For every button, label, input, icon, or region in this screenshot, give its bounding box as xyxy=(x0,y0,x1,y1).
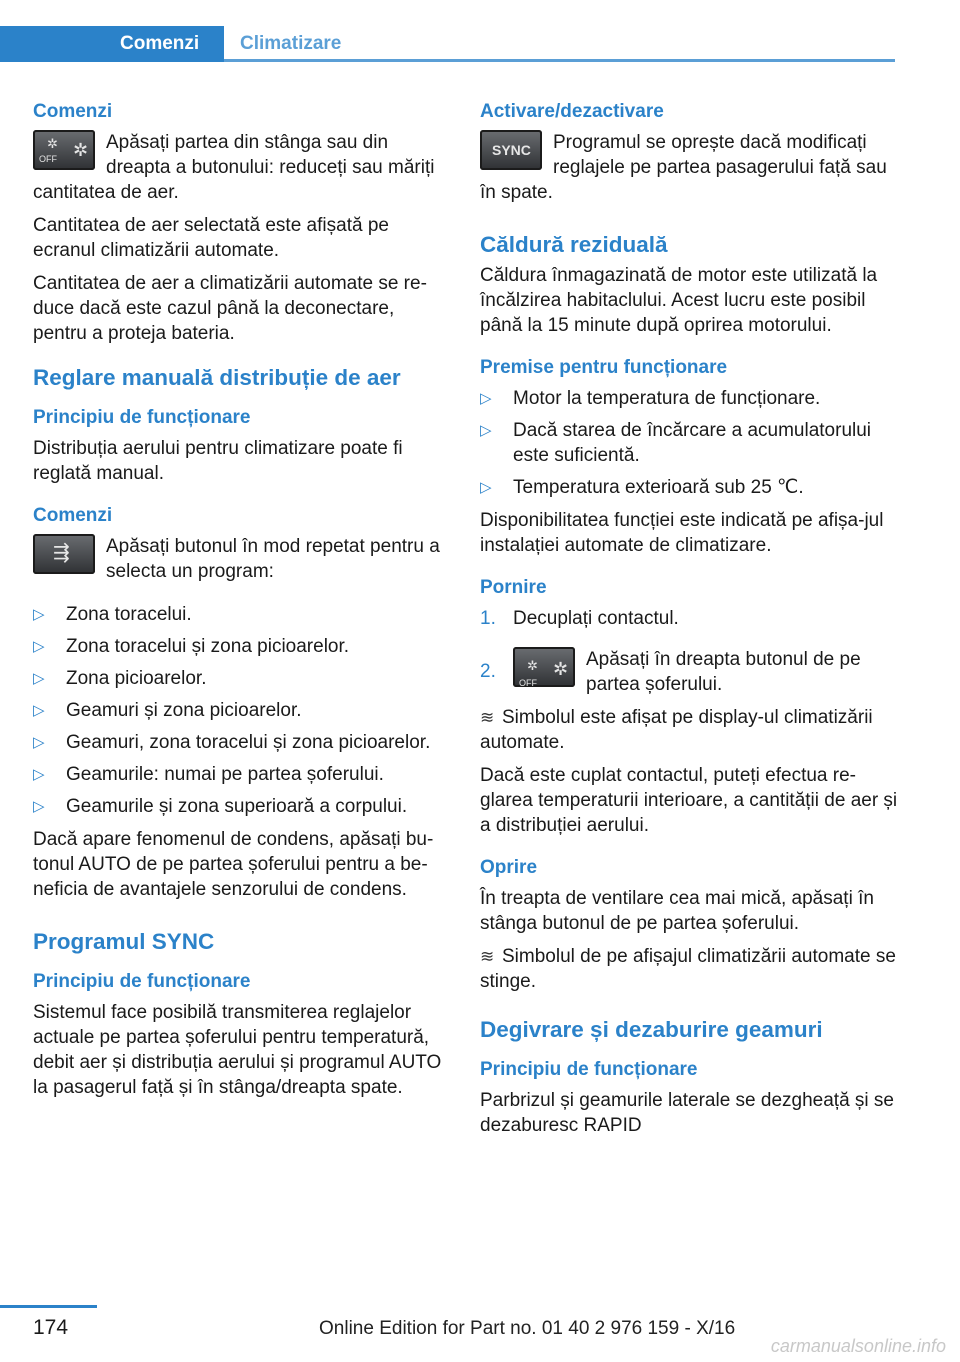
premise-list xyxy=(480,386,900,500)
heading-reglare-manuala: Reglare manuală distribuție de aer xyxy=(33,365,401,390)
footer-rule xyxy=(0,1305,97,1308)
footer-edition: Online Edition for Part no. 01 40 2 976 159 - X/16 xyxy=(319,1318,736,1339)
top-bar xyxy=(0,26,895,62)
sync-text: Programul se oprește dacă modificați reglajele pe partea pasagerului față sau în spate. xyxy=(480,132,887,203)
heading-principiu-2: Principiu de funcționare xyxy=(33,971,251,992)
air-distribution-icon: ⇶ xyxy=(33,534,95,574)
paragraph: ≋ Simbolul de pe afișajul climatizării automate se stinge. xyxy=(480,946,896,992)
triangle-marker-icon: ▷ xyxy=(33,734,45,751)
pornire-steps xyxy=(480,606,900,697)
list-item: ▷ Temperatura exterioară sub 25 ℃. xyxy=(480,477,804,498)
fan-button-row xyxy=(33,130,447,213)
triangle-marker-icon: ▷ xyxy=(33,702,45,719)
triangle-marker-icon: ▷ xyxy=(33,766,45,783)
heading-comenzi-2: Comenzi xyxy=(33,505,113,526)
paragraph: Cantitatea de aer a climatizării automate se re‐duce dacă este cazul până la deconectare, pentru a proteja bateria. xyxy=(33,273,427,344)
paragraph: În treapta de ventilare cea mai mică, apăsați în stânga butonul de pe partea șoferului. xyxy=(480,888,874,934)
page-number: 174 xyxy=(33,1316,69,1339)
list-item: ▷ Motor la temperatura de funcționare. xyxy=(480,388,821,409)
left-column xyxy=(33,100,447,1108)
triangle-marker-icon: ▷ xyxy=(480,422,492,439)
sync-button-icon: SYNC xyxy=(480,130,542,170)
residual-heat-icon: ≋ xyxy=(480,947,495,966)
air-distribution-text: Apăsați butonul în mod repetat pentru a selecta un program: xyxy=(106,536,440,582)
paragraph: ≋ Simbolul este afișat pe display-ul climatizării automate. xyxy=(480,707,873,753)
tab-comenzi: Comenzi xyxy=(0,26,224,62)
triangle-marker-icon: ▷ xyxy=(33,670,45,687)
list-item: ▷ Dacă starea de încărcare a acumulatorului este suficientă. xyxy=(480,420,872,466)
step-item: 1. Decuplați contactul. xyxy=(480,608,679,629)
fan-button-text: Apăsați partea din stânga sau din dreapta a butonului: reduceți sau măriți cantitatea de aer. xyxy=(33,132,435,203)
heading-pornire: Pornire xyxy=(480,577,547,598)
tab-underline xyxy=(224,59,895,62)
triangle-marker-icon: ▷ xyxy=(480,390,492,407)
tab-climatizare: Climatizare xyxy=(240,33,342,54)
paragraph: Cantitatea de aer selectată este afișată pe ecranul climatizării automate. xyxy=(33,215,389,261)
triangle-marker-icon: ▷ xyxy=(33,606,45,623)
fan-button-icon: OFF ✲ ✲ xyxy=(33,130,95,170)
step-item: 2. OFF ✲ ✲ Apăsați în dreapta butonul de pe partea șoferului. xyxy=(480,649,861,695)
paragraph: Disponibilitatea funcției este indicată pe afișa‐jul instalației automate de climatizare. xyxy=(480,510,884,556)
list-item: ▷ Zona toracelui. xyxy=(33,604,192,625)
paragraph: Parbrizul și geamurile laterale se dezgheață și se dezaburesc RAPID xyxy=(480,1090,894,1136)
heading-programul-sync: Programul SYNC xyxy=(33,929,215,954)
heading-principiu: Principiu de funcționare xyxy=(33,407,251,428)
paragraph: Căldura înmagazinată de motor este utilizată la încălzirea habitaclului. Acest lucru este posibil până la 15 minute după oprirea motorului. xyxy=(480,265,878,336)
heading-premise: Premise pentru funcționare xyxy=(480,357,728,378)
paragraph: Sistemul face posibilă transmiterea reglajelor actuale pe partea șoferului pentru temperatură, debit aer și distribuția aerului și programul AUTO la pasagerul față și în stânga/dreapta spate. xyxy=(33,1002,442,1098)
heading-comenzi: Comenzi xyxy=(33,101,113,122)
triangle-marker-icon: ▷ xyxy=(480,479,492,496)
sync-button-row xyxy=(480,130,900,213)
heading-principiu-3: Principiu de funcționare xyxy=(480,1059,698,1080)
section-comenzi xyxy=(33,100,447,346)
triangle-marker-icon: ▷ xyxy=(33,798,45,815)
list-item: ▷ Geamurile și zona superioară a corpului. xyxy=(33,796,408,817)
list-item: ▷ Geamurile: numai pe partea șoferului. xyxy=(33,764,384,785)
air-distribution-row xyxy=(33,534,447,592)
watermark: carmanualsonline.info xyxy=(770,1336,946,1356)
list-item: ▷ Geamuri, zona toracelui și zona picioarelor. xyxy=(33,732,431,753)
paragraph: Distribuția aerului pentru climatizare poate fi reglată manual. xyxy=(33,438,403,484)
residual-heat-icon: ≋ xyxy=(480,708,495,727)
heading-activare: Activare/dezactivare xyxy=(480,101,664,122)
heading-degivrare: Degivrare și dezaburire geamuri xyxy=(480,1017,823,1042)
heading-caldura-reziduala: Căldură reziduală xyxy=(480,232,668,257)
fan-button-icon: OFF ✲ ✲ xyxy=(513,647,575,687)
right-column xyxy=(480,100,900,1146)
list-item: ▷ Zona picioarelor. xyxy=(33,668,207,689)
heading-oprire: Oprire xyxy=(480,857,538,878)
paragraph: Dacă este cuplat contactul, puteți efectua re‐glarea temperaturii interioare, a cantității de aer și a distribuției aerului. xyxy=(480,765,898,836)
triangle-marker-icon: ▷ xyxy=(33,638,45,655)
program-list xyxy=(33,602,447,819)
list-item: ▷ Geamuri și zona picioarelor. xyxy=(33,700,302,721)
paragraph: Dacă apare fenomenul de condens, apăsați bu‐tonul AUTO de pe partea șoferului pentru a be‐neficia de avantajele senzorului de condens. xyxy=(33,829,434,900)
list-item: ▷ Zona toracelui și zona picioarelor. xyxy=(33,636,350,657)
